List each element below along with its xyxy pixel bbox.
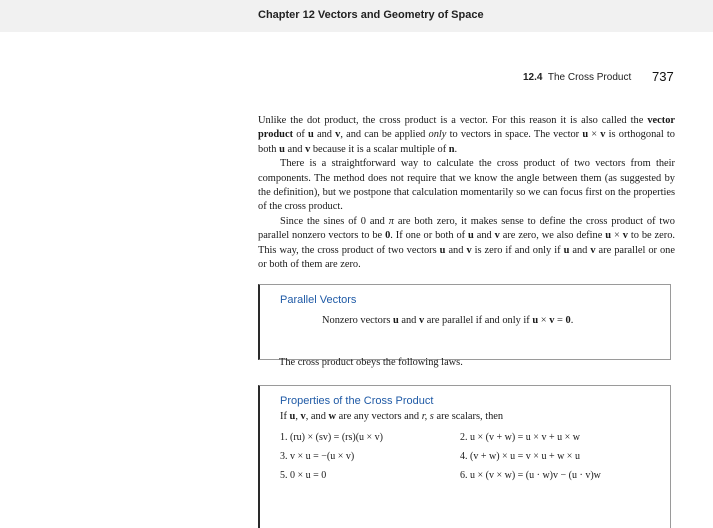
section-number: 12.4 — [523, 72, 543, 83]
laws-intro: The cross product obeys the following laws. — [279, 357, 463, 368]
parallel-vectors-title: Parallel Vectors — [280, 294, 357, 306]
section-title: The Cross Product — [547, 72, 632, 83]
page-number: 737 — [652, 69, 674, 84]
law-2: 2. u × (v + w) = u × v + u × w — [460, 432, 580, 443]
law-3: 3. v × u = −(u × v) — [280, 451, 355, 462]
chapter-title: Chapter 12 Vectors and Geometry of Space — [258, 9, 484, 21]
running-head — [523, 72, 631, 83]
paragraph-1: Unlike the dot product, the cross product is a vector. For this reason it is also called the vector product of u and v, and can be applied only to vectors in space. The vector u × v is orthogonal to both u and v because it is a scalar multiple of n. — [258, 115, 676, 155]
properties-title: Properties of the Cross Product — [280, 395, 434, 407]
paragraph-2: There is a straightforward way to calculate the cross product of two vectors from their components. The method does not require that we know the angle between them (as suggested by the definition), but we postpone that calculation momentarily so we can focus first on the properties of the cross product. — [258, 158, 675, 213]
paragraph-3: Since the sines of 0 and π are both zero, it makes sense to define the cross product of two parallel nonzero vectors to be 0. If one or both of u and v are zero, we also define u × v to be zero. This way, the cross product of two vectors u and v is zero if and only if u and v are parallel or one or both of them are zero. — [258, 215, 676, 271]
law-5: 5. 0 × u = 0 — [280, 470, 327, 481]
properties-box — [258, 385, 671, 528]
law-1: 1. (ru) × (sv) = (rs)(u × v) — [280, 432, 384, 443]
body-text — [258, 114, 675, 272]
top-bar — [0, 0, 713, 33]
properties-intro: If u, v, and w are any vectors and r, s are scalars, then — [280, 411, 504, 422]
parallel-vectors-box — [258, 284, 671, 360]
textbook-page — [0, 32, 713, 496]
law-6: 6. u × (v × w) = (u · w)v − (u · v)w — [460, 470, 601, 481]
law-4: 4. (v + w) × u = v × u + w × u — [460, 451, 580, 462]
parallel-vectors-statement: Nonzero vectors u and v are parallel if and only if u × v = 0. — [322, 315, 574, 326]
